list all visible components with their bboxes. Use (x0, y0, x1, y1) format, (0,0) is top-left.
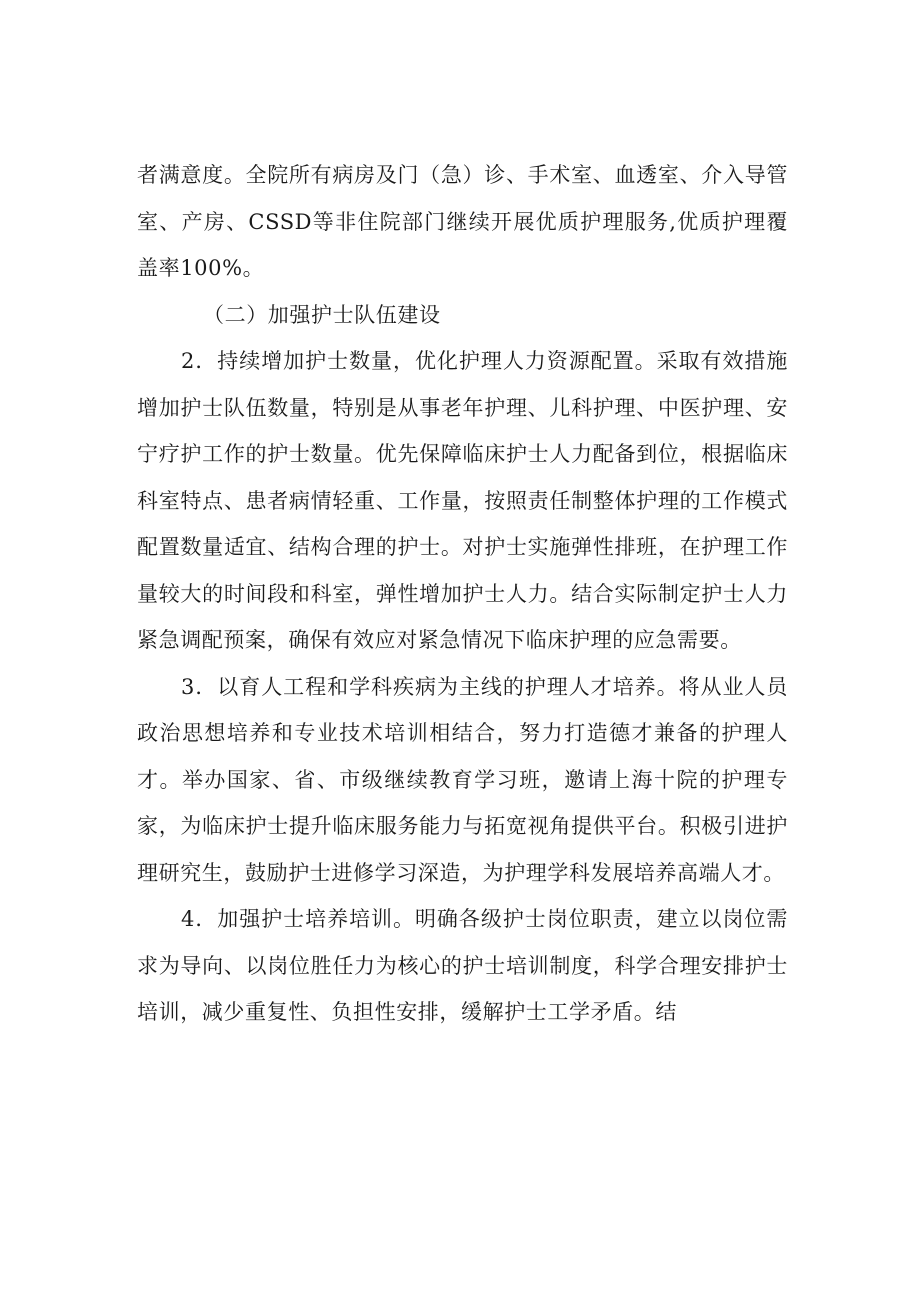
document-body (137, 152, 788, 1036)
paragraph-item-4: 4．加强护士培养培训。明确各级护士岗位职责，建立以岗位需求为导向、以岗位胜任力为核心的护士培训制度，科学合理安排护士培训，减少重复性、负担性安排，缓解护士工学矛盾。结 (137, 907, 788, 1024)
section-heading: （二）加强护士队伍建设 (203, 302, 441, 327)
paragraph-item-2: 2．持续增加护士数量，优化护理人力资源配置。采取有效措施增加护士队伍数量，特别是从事老年护理、儿科护理、中医护理、安宁疗护工作的护士数量。优先保障临床护士人力配备到位，根据临床科室特点、患者病情轻重、工作量，按照责任制整体护理的工作模式配置数量适宜、结构合理的护士。对护士实施弹性排班，在护理工作量较大的时间段和科室，弹性增加护士人力。结合实际制定护士人力紧急调配预案，确保有效应对紧急情况下临床护理的应急需要。 (137, 349, 788, 652)
paragraph-item-3: 3．以育人工程和学科疾病为主线的护理人才培养。将从业人员政治思想培养和专业技术培训相结合，努力打造德才兼备的护理人才。举办国家、省、市级继续教育学习班，邀请上海十院的护理专家，为临床护士提升临床服务能力与拓宽视角提供平台。积极引进护理研究生，鼓励护士进修学习深造，为护理学科发展培养高端人才。 (137, 674, 788, 885)
paragraph-continuation: 者满意度。全院所有病房及门（急）诊、手术室、血透室、介入导管室、产房、CSSD等非住院部门继续开展优质护理服务,优质护理覆盖率100%。 (137, 163, 788, 280)
